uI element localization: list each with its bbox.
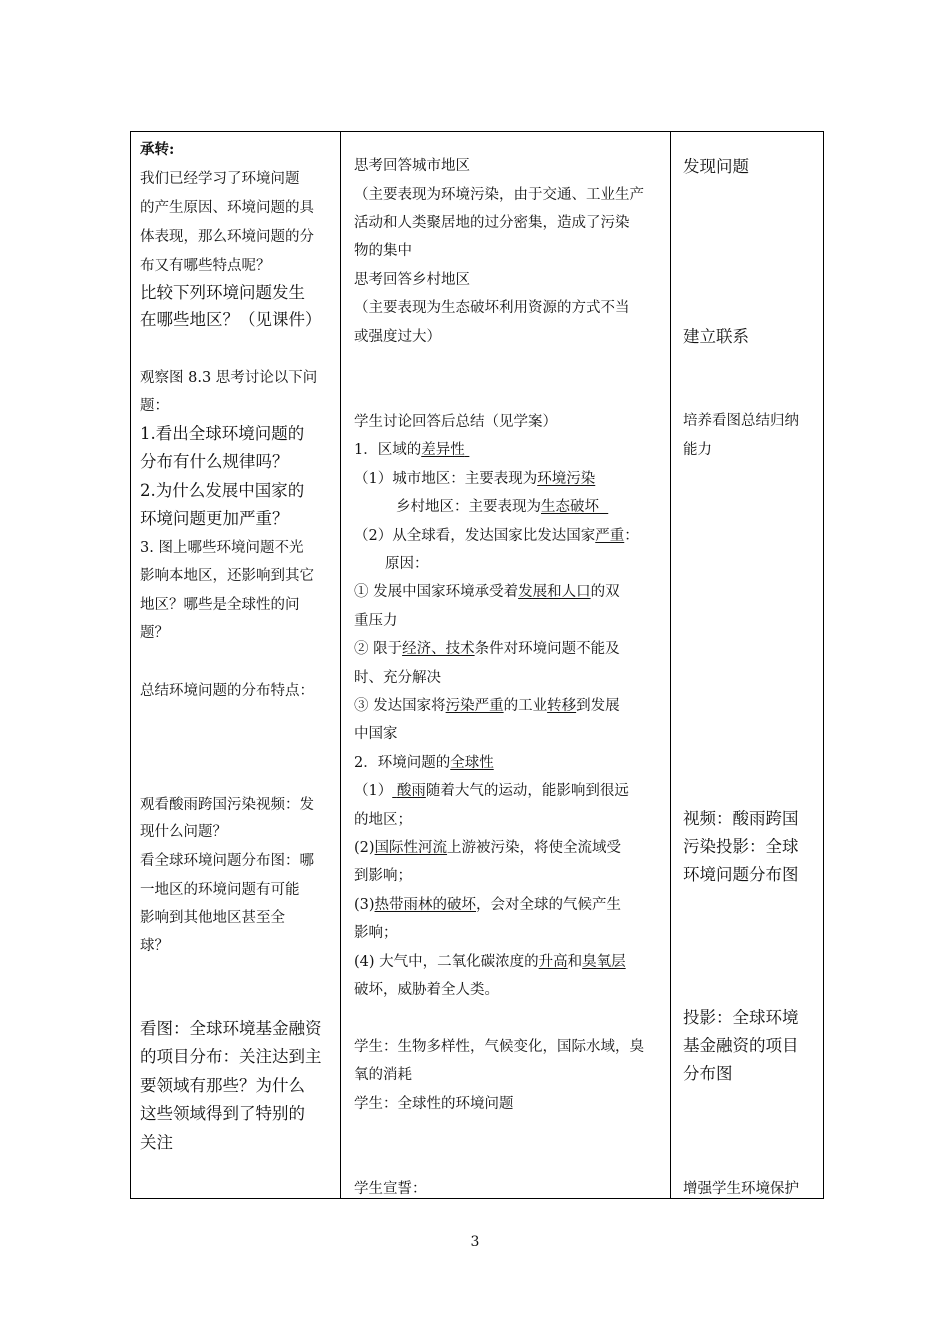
- summary-line: (3)热带雨林的破坏，会对全球的气候产生: [354, 897, 622, 913]
- summary-line: （2）从全球看，发达国家比发达国家严重：: [354, 528, 639, 544]
- intent-video: 视频：酸雨跨国: [683, 809, 799, 828]
- compare-line: 在哪些地区？（见课件）: [140, 310, 322, 329]
- rural-answer: （主要表现为生态破坏利用资源的方式不当: [354, 300, 630, 316]
- summary-line: ① 发展中国家环境承受着发展和人口的双: [354, 584, 620, 600]
- intro-line: 的产生原因、环境问题的具: [140, 200, 314, 216]
- transition-heading: 承转:: [140, 141, 175, 158]
- intro-line: 布又有哪些特点呢？: [140, 258, 271, 274]
- question-1: 分布有什么规律吗？: [140, 452, 289, 471]
- intent-video: 环境问题分布图: [683, 865, 799, 884]
- summary-prompt: 总结环境问题的分布特点：: [140, 683, 314, 699]
- summary-line: 时、充分解决: [354, 670, 441, 686]
- fund-prompt: 看图：全球环境基金融资: [140, 1019, 322, 1038]
- summary-line: (2)国际性河流上游被污染，将使全流域受: [354, 840, 622, 856]
- map-prompt: 一地区的环境问题有可能: [140, 882, 300, 898]
- summary-line: 2．环境问题的全球性: [354, 755, 494, 771]
- intent-projection: 分布图: [683, 1064, 733, 1083]
- summary-line: 破坏，威胁着全人类。: [354, 982, 499, 998]
- summary-line: 原因：: [385, 556, 429, 572]
- map-prompt: 影响到其他地区甚至全: [140, 910, 285, 926]
- summary-line: ② 限于经济、技术条件对环境问题不能及: [354, 641, 620, 657]
- student-oath: 学生宣誓：: [354, 1181, 427, 1197]
- question-2: 2.为什么发展中国家的: [140, 481, 305, 500]
- intent-train: 培养看图总结归纳: [683, 413, 799, 429]
- student-answer: 学生：全球性的环境问题: [354, 1096, 514, 1112]
- city-answer: 物的集中: [354, 243, 412, 259]
- observe-line: 题：: [140, 398, 169, 414]
- rural-question: 思考回答乡村地区: [354, 272, 470, 288]
- summary-line: 乡村地区：主要表现为生态破坏: [396, 499, 599, 515]
- question-3: 影响本地区，还影响到其它: [140, 568, 314, 584]
- intent-projection: 投影：全球环境: [683, 1008, 799, 1027]
- intent-train: 能力: [683, 442, 712, 458]
- question-3: 3. 图上哪些环境问题不光: [140, 540, 304, 556]
- intro-line: 我们已经学习了环境问题: [140, 171, 300, 187]
- fund-prompt: 的项目分布：关注达到主: [140, 1047, 322, 1066]
- video-prompt: 观看酸雨跨国污染视频：发: [140, 797, 314, 813]
- lesson-plan-table: [130, 131, 824, 1199]
- question-1: 1.看出全球环境问题的: [140, 424, 305, 443]
- observe-line: 观察图 8.3 思考讨论以下问: [140, 370, 318, 386]
- city-answer: （主要表现为环境污染，由于交通、工业生产: [354, 187, 644, 203]
- summary-line: 1．区域的差异性: [354, 442, 465, 458]
- intent-video: 污染投影：全球: [683, 837, 799, 856]
- city-answer: 活动和人类聚居地的过分密集，造成了污染: [354, 215, 630, 231]
- intent-build-link: 建立联系: [683, 327, 749, 346]
- map-prompt: 看全球环境问题分布图：哪: [140, 853, 314, 869]
- discussion-summary: 学生讨论回答后总结（见学案）: [354, 414, 557, 430]
- student-answer: 学生：生物多样性，气候变化，国际水域，臭: [354, 1039, 644, 1055]
- summary-line: 到影响；: [354, 868, 412, 884]
- video-prompt: 现什么问题？: [140, 824, 227, 840]
- question-3: 地区？哪些是全球性的问: [140, 597, 300, 613]
- question-2: 环境问题更加严重？: [140, 509, 289, 528]
- fund-prompt: 关注: [140, 1133, 173, 1152]
- intro-line: 体表现，那么环境问题的分: [140, 229, 314, 245]
- page-number: 3: [470, 1234, 480, 1250]
- rural-answer: 或强度过大）: [354, 329, 441, 345]
- summary-line: ③ 发达国家将污染严重的工业转移到发展: [354, 698, 620, 714]
- summary-line: 中国家: [354, 726, 398, 742]
- summary-line: (4) 大气中，二氧化碳浓度的升高和臭氧层: [354, 954, 626, 970]
- map-prompt: 球？: [140, 938, 169, 954]
- intent-projection: 基金融资的项目: [683, 1036, 799, 1055]
- summary-line: 影响；: [354, 925, 398, 941]
- fund-prompt: 要领域有那些？为什么: [140, 1076, 305, 1095]
- summary-line: 的地区；: [354, 812, 412, 828]
- student-activity-column: [341, 132, 670, 1198]
- city-question: 思考回答城市地区: [354, 158, 470, 174]
- summary-line: 重压力: [354, 613, 398, 629]
- fund-prompt: 这些领域得到了特别的: [140, 1104, 305, 1123]
- question-3: 题？: [140, 625, 169, 641]
- intent-enhance: 增强学生环境保护: [683, 1181, 799, 1197]
- summary-line: （1）城市地区：主要表现为环境污染: [354, 471, 596, 487]
- compare-line: 比较下列环境问题发生: [140, 283, 305, 302]
- student-answer: 氧的消耗: [354, 1067, 412, 1083]
- summary-line: （1） 酸雨随着大气的运动，能影响到很远: [354, 783, 629, 799]
- intent-find-problem: 发现问题: [683, 157, 749, 176]
- design-intent-column: [671, 132, 824, 1198]
- teacher-activity-column: [131, 132, 344, 1198]
